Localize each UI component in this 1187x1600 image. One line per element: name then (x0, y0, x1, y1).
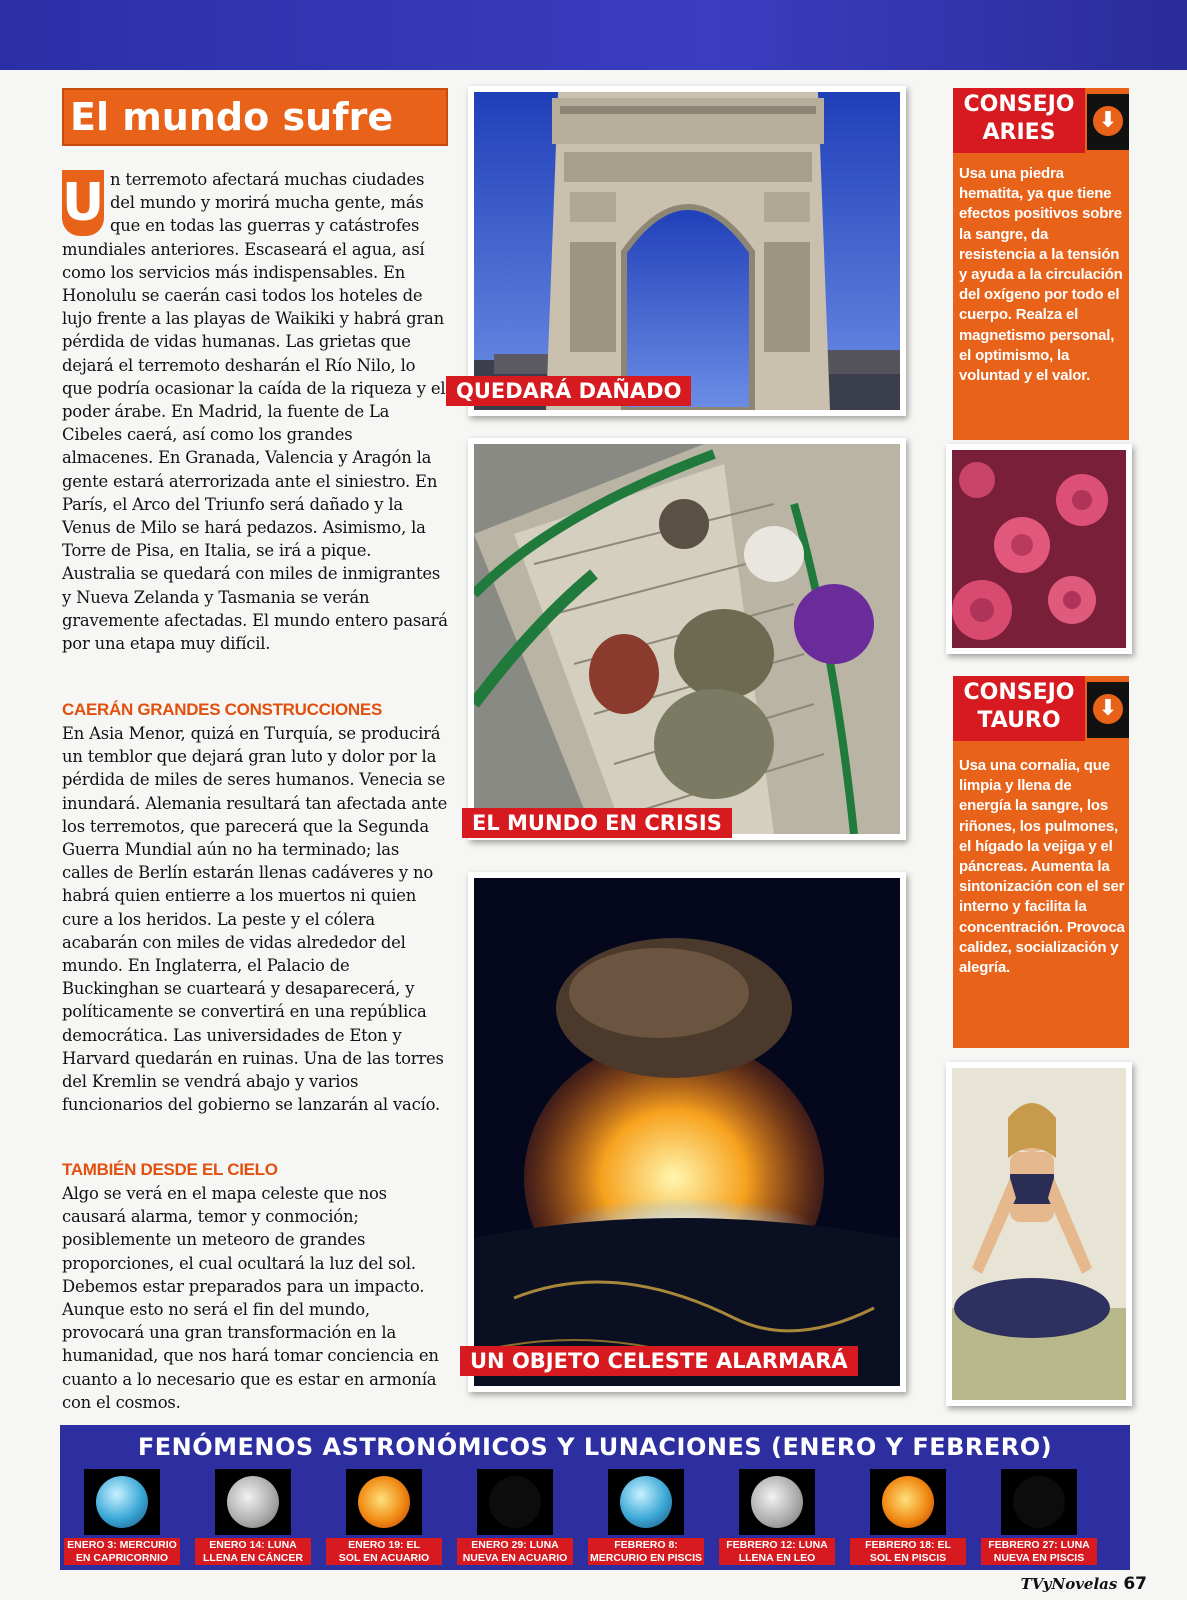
consejo-aries-text: Usa una piedra hematita, ya que tiene efectos positivos sobre la sangre, da resistencia a la tensión y ayuda a la circulación del oxígeno por todo el cuerpo. Realza el magnetismo personal, el optimismo, la voluntad y el valor. (959, 165, 1123, 385)
astro-item (455, 1465, 575, 1565)
astro-label (850, 1538, 966, 1565)
consejo-aries-arrow-box (1087, 94, 1129, 150)
photo-blood-cells (946, 444, 1132, 654)
consejo-label-line1: CONSEJO (963, 680, 1075, 705)
astro-item (586, 1465, 706, 1565)
astro-label (981, 1538, 1097, 1565)
magazine-brand: TVyNovelas (1020, 1575, 1118, 1593)
astro-phenomena-band (60, 1425, 1130, 1570)
photo-meditation (946, 1062, 1132, 1406)
section-heading-construcciones: CAERÁN GRANDES CONSTRUCCIONES (62, 700, 382, 719)
astro-label-line2: NUEVA EN PISCIS (993, 1551, 1085, 1564)
consejo-tauro-text: Usa una cornalia, que limpia y llena de energía la sangre, los riñones, los pulmones, el hígado la vejiga y el páncreas. Aumenta la sintonización con el ser interno y facilita la concentración. Provoca calidez, socialización y alegría. (959, 757, 1125, 977)
section-heading-cielo: TAMBIÉN DESDE EL CIELO (62, 1160, 278, 1179)
astro-label (195, 1538, 311, 1565)
sun-icon (346, 1469, 422, 1535)
astro-item (717, 1465, 837, 1565)
arrow-down-icon: ⬇ (1093, 694, 1123, 724)
consejo-tauro-label (953, 676, 1085, 741)
astro-label-line1: FEBRERO 12: LUNA (726, 1539, 828, 1551)
astro-label-line2: LLENA EN LEO (738, 1551, 816, 1564)
article-title: El mundo sufre (62, 88, 448, 146)
mercury-icon (608, 1469, 684, 1535)
photo-objeto-celeste (468, 872, 906, 1392)
full-moon-icon (215, 1469, 291, 1535)
new-moon-icon (477, 1469, 553, 1535)
astro-label (588, 1538, 704, 1565)
section-body-cielo (62, 1182, 448, 1412)
astro-label (719, 1538, 835, 1565)
astro-label-line1: ENERO 29: LUNA (471, 1539, 559, 1551)
meditation-image (952, 1068, 1126, 1400)
caption-quedara-danado: QUEDARÁ DAÑADO (446, 376, 691, 406)
consejo-label-line2: TAURO (977, 708, 1061, 733)
astro-label-line1: FEBRERO 8: (614, 1539, 678, 1551)
astro-label-line1: ENERO 19: EL (348, 1539, 420, 1551)
page-footer (1021, 1574, 1147, 1594)
top-color-band (0, 0, 1187, 70)
arc-image (474, 92, 900, 410)
astro-label-line1: FEBRERO 27: LUNA (988, 1539, 1090, 1551)
astro-item (62, 1465, 182, 1565)
consejo-label-line1: CONSEJO (963, 92, 1075, 117)
astro-band-title: FENÓMENOS ASTRONÓMICOS Y LUNACIONES (ENERO Y FEBRERO) (137, 1433, 1053, 1461)
section-paragraph: Algo se verá en el mapa celeste que nos causará alarma, temor y conmoción; posiblemente un meteoro de grandes proporciones, el cual ocultará la luz del sol. Debemos estar preparados para un impacto. Aunque esto no será el fin del mundo, provocará una gran transformación en la humanidad, que nos hará tomar conciencia en cuanto a lo necesario que es estar en armonía con el cosmos. (62, 1184, 439, 1412)
section-body-construcciones (62, 722, 448, 1142)
caption-objeto-celeste: UN OBJETO CELESTE ALARMARÁ (460, 1346, 858, 1376)
astro-item (324, 1465, 444, 1565)
astro-label-line2: SOL EN ACUARIO (338, 1551, 430, 1564)
section-paragraph: En Asia Menor, quizá en Turquía, se producirá un temblor que dejará gran luto y dolor por la pérdida de miles de seres humanos. Venecia se inundará. Alemania resultará tan afectada ante los terremotos, que parecerá que la Segunda Guerra Mundial aún no ha terminado; las calles de Berlín estarán llenas cadáveres y no habrá quien entierre a los muertos ni quien cure a los heridos. La peste y el cólera acabarán con miles de vidas alrededor del mundo. En Inglaterra, el Palacio de Buckinghan se cuarteará y desaparecerá, y políticamente se convertirá en una república democrática. Las universidades de Eton y Harvard quedarán en ruinas. Una de las torres del Kremlin se vendrá abajo y varios funcionarios del gobierno se lanzarán al vacío. (62, 724, 448, 1115)
astro-label-line1: ENERO 14: LUNA (209, 1539, 297, 1551)
drop-cap: U (62, 170, 104, 236)
astro-item (848, 1465, 968, 1565)
bridge-crowd-image (474, 444, 900, 834)
page-number: 67 (1123, 1574, 1147, 1594)
astro-label (326, 1538, 442, 1565)
article-intro (62, 168, 448, 680)
astro-label (457, 1538, 573, 1565)
intro-paragraph: n terremoto afectará muchas ciudades del mundo y morirá mucha gente, más que en todas las guerras y catástrofes mundiales anteriores. Escaseará el agua, así como los servicios más indispensables. En Honolulu se caerán casi todos los hoteles de lujo frente a las playas de Waikiki y habrá gran pérdida de vidas humanas. Las grietas que dejará el terremoto desharán el Río Nilo, lo que podría ocasionar la caída de la riqueza y el poder árabe. En Madrid, la fuente de La Cibeles caerá, así como los grandes almacenes. En Granada, Valencia y Aragón la gente estará aterrorizada ante el siniestro. En París, el Arco del Triunfo será dañado y la Venus de Milo se hará pedazos. Asimismo, la Torre de Pisa, en Italia, se irá a pique. Australia se quedará con miles de inmigrantes y Nueva Zelanda y Tasmania se verán gravemente afectadas. El mundo entero pasará por una etapa muy difícil. (62, 170, 448, 654)
consejo-aries-box (953, 88, 1129, 440)
new-moon-icon (1001, 1469, 1077, 1535)
sun-icon (870, 1469, 946, 1535)
astro-item (193, 1465, 313, 1565)
astro-label-line2: LLENA EN CÁNCER (203, 1551, 303, 1564)
consejo-tauro-arrow-box (1087, 682, 1129, 738)
arrow-down-icon: ⬇ (1093, 106, 1123, 136)
astro-label-line2: SOL EN PISCIS (869, 1551, 947, 1564)
mercury-icon (84, 1469, 160, 1535)
photo-mundo-en-crisis (468, 438, 906, 840)
astro-label-line2: MERCURIO EN PISCIS (589, 1551, 702, 1564)
full-moon-icon (739, 1469, 815, 1535)
astro-item (979, 1465, 1099, 1565)
astro-label-line2: NUEVA EN ACUARIO (462, 1551, 568, 1564)
astro-label (64, 1538, 180, 1565)
consejo-aries-label (953, 88, 1085, 153)
consejo-tauro-box (953, 676, 1129, 1048)
consejo-label-line2: ARIES (982, 120, 1056, 145)
photo-arco-del-triunfo (468, 86, 906, 416)
astro-label-line2: EN CAPRICORNIO (75, 1551, 169, 1564)
astro-label-line1: ENERO 3: MERCURIO (67, 1539, 177, 1551)
meteor-image (474, 878, 900, 1386)
blood-cells-image (952, 450, 1126, 648)
astro-label-line1: FEBRERO 18: EL (865, 1539, 951, 1551)
caption-mundo-en-crisis: EL MUNDO EN CRISIS (462, 808, 732, 838)
